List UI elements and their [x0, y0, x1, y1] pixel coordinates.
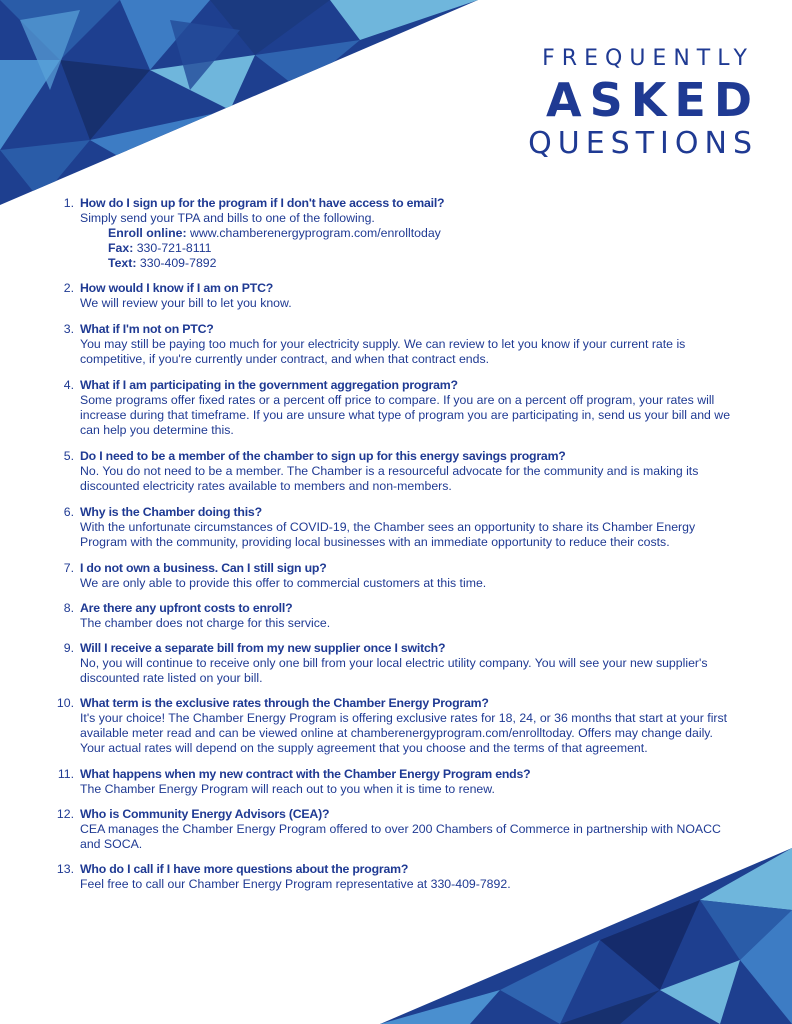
faq-answer: No, you will continue to receive only one bill from your local electric utility company. You will see your new supplier's discounted rate listed on your bill.: [80, 656, 708, 685]
contact-value: www.chamberenergyprogram.com/enrolltoday: [186, 226, 441, 240]
contact-row: [108, 241, 740, 256]
contact-value: 330-409-7892: [136, 256, 217, 270]
faq-list: [50, 196, 740, 892]
faq-question: Who do I call if I have more questions about the program?: [80, 862, 409, 876]
contact-row: [108, 226, 740, 241]
faq-number: 6.: [63, 505, 74, 519]
faq-number: 4.: [63, 378, 74, 392]
faq-question: I do not own a business. Can I still sign up?: [80, 561, 327, 575]
faq-item: [50, 505, 740, 550]
faq-number: 11.: [57, 767, 74, 781]
title-line-asked: ASKED: [546, 73, 760, 127]
title-line-frequently: FREQUENTLY: [542, 46, 754, 71]
faq-number: 9.: [63, 641, 74, 655]
faq-item: [50, 561, 740, 591]
faq-number: 3.: [63, 322, 74, 336]
faq-question: What happens when my new contract with the Chamber Energy Program ends?: [80, 767, 531, 781]
faq-question: What term is the exclusive rates through the Chamber Energy Program?: [80, 696, 489, 710]
faq-question: What if I'm not on PTC?: [80, 322, 214, 336]
faq-number: 2.: [63, 281, 74, 295]
faq-question: Will I receive a separate bill from my new supplier once I switch?: [80, 641, 446, 655]
faq-answer: The Chamber Energy Program will reach out to you when it is time to renew.: [80, 782, 495, 796]
page-title: [528, 44, 760, 162]
faq-question: Are there any upfront costs to enroll?: [80, 601, 293, 615]
faq-answer: The chamber does not charge for this service.: [80, 616, 331, 630]
faq-number: 13.: [56, 862, 74, 876]
faq-question: Who is Community Energy Advisors (CEA)?: [80, 807, 330, 821]
faq-item: [50, 378, 740, 438]
contact-label: Text:: [108, 256, 137, 270]
faq-item: [50, 196, 740, 271]
contact-methods: [80, 226, 740, 271]
faq-item: [50, 281, 740, 311]
contact-label: Enroll online:: [108, 226, 187, 240]
faq-item: [50, 862, 740, 892]
faq-question: How would I know if I am on PTC?: [80, 281, 274, 295]
faq-question: Do I need to be a member of the chamber to sign up for this energy savings program?: [80, 449, 566, 463]
faq-answer: Simply send your TPA and bills to one of the following.: [80, 211, 375, 225]
faq-item: [50, 696, 740, 756]
faq-answer: It's your choice! The Chamber Energy Program is offering exclusive rates for 18, 24, or 36 months that start at your first available meter read and can be viewed online at chamberenergyprogram.com/enrolltoday. Offers may change daily. Your actual rates will depend on the supply agreement that you choose and the terms of that agreement.: [80, 711, 728, 755]
faq-number: 5.: [63, 449, 74, 463]
contact-label: Fax:: [108, 241, 134, 255]
faq-question: What if I am participating in the government aggregation program?: [80, 378, 458, 392]
title-line-questions: QUESTIONS: [528, 126, 758, 161]
contact-value: 330-721-8111: [133, 241, 212, 255]
faq-item: [50, 767, 740, 797]
faq-question: How do I sign up for the program if I don't have access to email?: [80, 196, 445, 210]
faq-item: [50, 449, 740, 494]
faq-item: [50, 807, 740, 852]
faq-item: [50, 322, 740, 367]
faq-answer: With the unfortunate circumstances of COVID-19, the Chamber sees an opportunity to share its Chamber Energy Program with the community, providing local businesses with an immediate opportunity to reduce their costs.: [80, 520, 696, 549]
faq-answer: CEA manages the Chamber Energy Program offered to over 200 Chambers of Commerce in partnership with NOACC and SOCA.: [80, 822, 721, 851]
faq-answer: You may still be paying too much for your electricity supply. We can review to let you know if your current rate is competitive, if you're currently under contract, and when that contract ends.: [80, 337, 686, 366]
faq-question: Why is the Chamber doing this?: [80, 505, 262, 519]
faq-number: 12.: [56, 807, 74, 821]
faq-number: 10.: [56, 696, 74, 710]
faq-answer: Feel free to call our Chamber Energy Program representative at 330-409-7892.: [80, 877, 511, 891]
faq-item: [50, 601, 740, 631]
contact-row: [108, 256, 740, 271]
faq-answer: We will review your bill to let you know.: [80, 296, 292, 310]
faq-number: 7.: [63, 561, 74, 575]
faq-answer: Some programs offer fixed rates or a percent off price to compare. If you are on a percent off program, your rates will increase during that timeframe. If you are unsure what type of program you are participating in, send us your bill and we can help you determine this.: [80, 393, 731, 437]
faq-number: 1.: [63, 196, 74, 210]
faq-number: 8.: [63, 601, 74, 615]
faq-answer: We are only able to provide this offer to commercial customers at this time.: [80, 576, 487, 590]
faq-item: [50, 641, 740, 686]
faq-answer: No. You do not need to be a member. The Chamber is a resourceful advocate for the community and is making its discounted electricity rates available to members and non-members.: [80, 464, 699, 493]
